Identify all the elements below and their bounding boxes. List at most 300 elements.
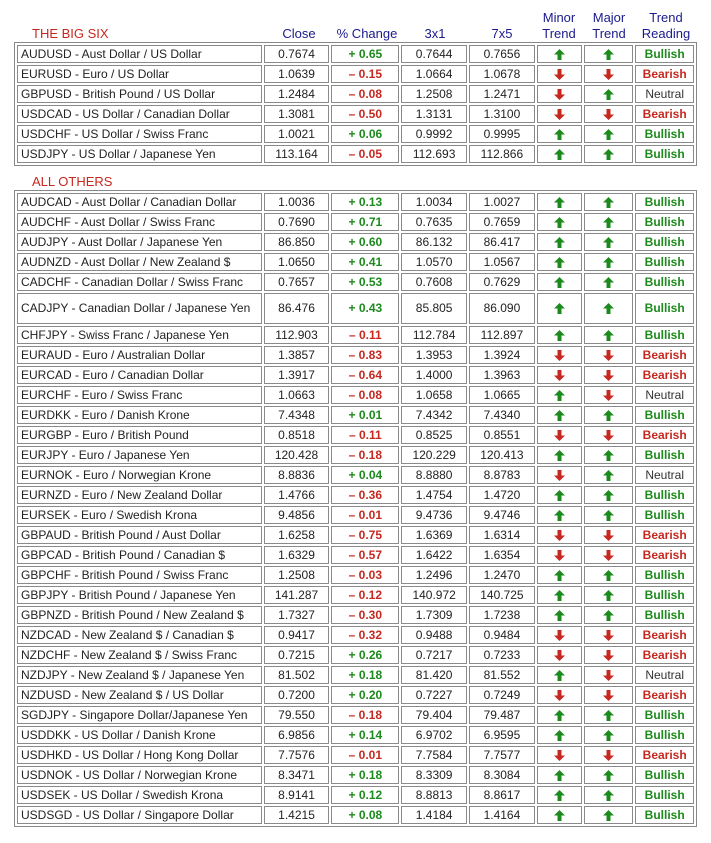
major-trend-cell bbox=[584, 233, 633, 251]
7x5-value: 0.9995 bbox=[469, 125, 535, 143]
table-row[interactable] bbox=[17, 746, 694, 764]
minor-trend-cell bbox=[537, 786, 582, 804]
table-row[interactable] bbox=[17, 646, 694, 664]
major-trend-cell bbox=[584, 366, 633, 384]
pair-name: EURAUD - Euro / Australian Dollar bbox=[17, 346, 262, 364]
arrow-up-icon bbox=[603, 149, 614, 160]
pct-change-value: – 0.01 bbox=[331, 746, 399, 764]
7x5-value: 120.413 bbox=[469, 446, 535, 464]
major-trend-cell bbox=[584, 626, 633, 644]
3x1-value: 1.0034 bbox=[401, 193, 467, 211]
table-row[interactable] bbox=[17, 273, 694, 291]
major-trend-cell bbox=[584, 253, 633, 271]
3x1-value: 112.693 bbox=[401, 145, 467, 163]
pct-change-value: – 0.30 bbox=[331, 606, 399, 624]
trend-reading-value: Bearish bbox=[635, 626, 694, 644]
3x1-value: 0.7608 bbox=[401, 273, 467, 291]
7x5-value: 6.9595 bbox=[469, 726, 535, 744]
7x5-value: 7.7577 bbox=[469, 746, 535, 764]
close-value: 1.2484 bbox=[264, 85, 330, 103]
trend-reading-value: Bullish bbox=[635, 786, 694, 804]
table-row[interactable] bbox=[17, 426, 694, 444]
3x1-value: 81.420 bbox=[401, 666, 467, 684]
pct-change-value: – 0.18 bbox=[331, 706, 399, 724]
arrow-down-icon bbox=[554, 550, 565, 561]
major-trend-cell bbox=[584, 786, 633, 804]
pair-name: USDJPY - US Dollar / Japanese Yen bbox=[17, 145, 262, 163]
arrow-up-icon bbox=[603, 610, 614, 621]
3x1-value: 6.9702 bbox=[401, 726, 467, 744]
trend-reading-value: Bearish bbox=[635, 646, 694, 664]
close-value: 86.850 bbox=[264, 233, 330, 251]
trend-reading-value: Bullish bbox=[635, 486, 694, 504]
close-value: 1.0663 bbox=[264, 386, 330, 404]
7x5-value: 7.4340 bbox=[469, 406, 535, 424]
3x1-value: 1.4000 bbox=[401, 366, 467, 384]
arrow-down-icon bbox=[554, 690, 565, 701]
7x5-value: 1.6314 bbox=[469, 526, 535, 544]
major-trend-cell bbox=[584, 105, 633, 123]
pct-change-value: + 0.04 bbox=[331, 466, 399, 484]
7x5-value: 1.3924 bbox=[469, 346, 535, 364]
3x1-value: 0.7217 bbox=[401, 646, 467, 664]
3x1-header: 3x1 bbox=[424, 26, 446, 41]
table-row[interactable] bbox=[17, 486, 694, 504]
7x5-value: 1.2470 bbox=[469, 566, 535, 584]
major-trend-cell bbox=[584, 273, 633, 291]
table-row[interactable] bbox=[17, 145, 694, 163]
trend-reading-value: Bearish bbox=[635, 65, 694, 83]
pair-name: GBPUSD - British Pound / US Dollar bbox=[17, 85, 262, 103]
close-value: 1.0021 bbox=[264, 125, 330, 143]
3x1-value: 1.3953 bbox=[401, 346, 467, 364]
pct-change-header: % Change bbox=[336, 26, 398, 41]
pct-change-value: – 0.83 bbox=[331, 346, 399, 364]
trend-reading-value: Bullish bbox=[635, 253, 694, 271]
close-value: 1.4766 bbox=[264, 486, 330, 504]
major-trend-cell bbox=[584, 45, 633, 63]
close-value: 141.287 bbox=[264, 586, 330, 604]
trend-reading-value: Bullish bbox=[635, 293, 694, 324]
pct-change-value: + 0.18 bbox=[331, 666, 399, 684]
pair-name: EURDKK - Euro / Danish Krone bbox=[17, 406, 262, 424]
minor-trend-cell bbox=[537, 145, 582, 163]
minor-trend-cell bbox=[537, 666, 582, 684]
7x5-value: 8.8783 bbox=[469, 466, 535, 484]
trend-reading-value: Bearish bbox=[635, 426, 694, 444]
major-trend-cell bbox=[584, 466, 633, 484]
trend-reading-value: Bullish bbox=[635, 193, 694, 211]
arrow-down-icon bbox=[554, 370, 565, 381]
table-row[interactable] bbox=[17, 526, 694, 544]
arrow-up-icon bbox=[554, 570, 565, 581]
trend-reading-value: Bearish bbox=[635, 105, 694, 123]
pair-name: GBPJPY - British Pound / Japanese Yen bbox=[17, 586, 262, 604]
arrow-down-icon bbox=[554, 350, 565, 361]
minor-trend-cell bbox=[537, 125, 582, 143]
pair-name: USDCHF - US Dollar / Swiss Franc bbox=[17, 125, 262, 143]
minor-trend-cell bbox=[537, 85, 582, 103]
pair-name: SGDJPY - Singapore Dollar/Japanese Yen bbox=[17, 706, 262, 724]
trend-reading-value: Bearish bbox=[635, 346, 694, 364]
close-value: 1.2508 bbox=[264, 566, 330, 584]
table-row[interactable] bbox=[17, 566, 694, 584]
pair-name: EURJPY - Euro / Japanese Yen bbox=[17, 446, 262, 464]
table-row[interactable] bbox=[17, 253, 694, 271]
pair-name: CADJPY - Canadian Dollar / Japanese Yen bbox=[17, 293, 262, 324]
minor-trend-cell bbox=[537, 426, 582, 444]
arrow-down-icon bbox=[603, 670, 614, 681]
table-row[interactable] bbox=[17, 366, 694, 384]
arrow-up-icon bbox=[603, 303, 614, 314]
table-row[interactable] bbox=[17, 326, 694, 344]
arrow-up-icon bbox=[554, 129, 565, 140]
major-trend-cell bbox=[584, 486, 633, 504]
arrow-up-icon bbox=[603, 770, 614, 781]
arrow-up-icon bbox=[554, 49, 565, 60]
table-row[interactable] bbox=[17, 726, 694, 744]
arrow-up-icon bbox=[603, 790, 614, 801]
arrow-up-icon bbox=[603, 510, 614, 521]
3x1-value: 0.7227 bbox=[401, 686, 467, 704]
major-trend-cell bbox=[584, 746, 633, 764]
pct-change-value: – 0.01 bbox=[331, 506, 399, 524]
7x5-value: 8.3084 bbox=[469, 766, 535, 784]
pct-change-value: + 0.65 bbox=[331, 45, 399, 63]
pair-name: EURGBP - Euro / British Pound bbox=[17, 426, 262, 444]
trend-reading-value: Bullish bbox=[635, 125, 694, 143]
pair-name: USDSGD - US Dollar / Singapore Dollar bbox=[17, 806, 262, 824]
arrow-up-icon bbox=[554, 590, 565, 601]
3x1-value: 9.4736 bbox=[401, 506, 467, 524]
close-value: 1.0650 bbox=[264, 253, 330, 271]
table-row[interactable] bbox=[17, 105, 694, 123]
minor-trend-cell bbox=[537, 746, 582, 764]
pct-change-value: – 0.57 bbox=[331, 546, 399, 564]
arrow-down-icon bbox=[603, 650, 614, 661]
3x1-value: 120.229 bbox=[401, 446, 467, 464]
pct-change-value: – 0.15 bbox=[331, 65, 399, 83]
pair-name: EURSEK - Euro / Swedish Krona bbox=[17, 506, 262, 524]
close-value: 6.9856 bbox=[264, 726, 330, 744]
minor-trend-cell bbox=[537, 253, 582, 271]
pair-name: CHFJPY - Swiss Franc / Japanese Yen bbox=[17, 326, 262, 344]
minor-trend-cell bbox=[537, 293, 582, 324]
pair-name: GBPCAD - British Pound / Canadian $ bbox=[17, 546, 262, 564]
pair-name: EURNZD - Euro / New Zealand Dollar bbox=[17, 486, 262, 504]
pct-change-value: + 0.06 bbox=[331, 125, 399, 143]
arrow-down-icon bbox=[603, 370, 614, 381]
pct-change-value: + 0.41 bbox=[331, 253, 399, 271]
pair-name: GBPAUD - British Pound / Aust Dollar bbox=[17, 526, 262, 544]
arrow-down-icon bbox=[603, 690, 614, 701]
arrow-down-icon bbox=[603, 350, 614, 361]
pct-change-value: – 0.32 bbox=[331, 626, 399, 644]
pct-change-value: + 0.71 bbox=[331, 213, 399, 231]
3x1-value: 1.6422 bbox=[401, 546, 467, 564]
close-value: 113.164 bbox=[264, 145, 330, 163]
7x5-value: 9.4746 bbox=[469, 506, 535, 524]
7x5-value: 140.725 bbox=[469, 586, 535, 604]
minor-trend-cell bbox=[537, 273, 582, 291]
7x5-value: 1.6354 bbox=[469, 546, 535, 564]
pct-change-value: – 0.18 bbox=[331, 446, 399, 464]
table-row[interactable] bbox=[17, 446, 694, 464]
pct-change-value: + 0.13 bbox=[331, 193, 399, 211]
arrow-down-icon bbox=[603, 109, 614, 120]
pct-change-value: – 0.08 bbox=[331, 85, 399, 103]
table-row[interactable] bbox=[17, 293, 694, 324]
arrow-down-icon bbox=[603, 530, 614, 541]
major-trend-cell bbox=[584, 546, 633, 564]
pair-name: USDCAD - US Dollar / Canadian Dollar bbox=[17, 105, 262, 123]
trend-reading-value: Bearish bbox=[635, 546, 694, 564]
trend-reading-value: Bullish bbox=[635, 406, 694, 424]
close-value: 1.3917 bbox=[264, 366, 330, 384]
pct-change-value: – 0.64 bbox=[331, 366, 399, 384]
minor-trend-cell bbox=[537, 105, 582, 123]
close-value: 7.7576 bbox=[264, 746, 330, 764]
trend-reading-header bbox=[636, 10, 696, 42]
arrow-up-icon bbox=[603, 410, 614, 421]
pair-name: USDHKD - US Dollar / Hong Kong Dollar bbox=[17, 746, 262, 764]
table-row[interactable] bbox=[17, 766, 694, 784]
pct-change-value: + 0.14 bbox=[331, 726, 399, 744]
arrow-down-icon bbox=[603, 430, 614, 441]
table-row[interactable] bbox=[17, 626, 694, 644]
minor-trend-cell bbox=[537, 546, 582, 564]
pct-change-value: + 0.08 bbox=[331, 806, 399, 824]
trend-reading-value: Bearish bbox=[635, 366, 694, 384]
arrow-up-icon bbox=[554, 710, 565, 721]
table-row[interactable] bbox=[17, 213, 694, 231]
minor-trend-cell bbox=[537, 65, 582, 83]
7x5-value: 81.552 bbox=[469, 666, 535, 684]
close-value: 1.0639 bbox=[264, 65, 330, 83]
table-row[interactable] bbox=[17, 706, 694, 724]
close-value: 1.6329 bbox=[264, 546, 330, 564]
table-row[interactable] bbox=[17, 346, 694, 364]
pair-name: EURCHF - Euro / Swiss Franc bbox=[17, 386, 262, 404]
pct-change-value: – 0.11 bbox=[331, 426, 399, 444]
arrow-up-icon bbox=[554, 670, 565, 681]
close-value: 7.4348 bbox=[264, 406, 330, 424]
7x5-value: 1.0567 bbox=[469, 253, 535, 271]
arrow-down-icon bbox=[603, 750, 614, 761]
arrow-down-icon bbox=[554, 69, 565, 80]
3x1-value: 0.7644 bbox=[401, 45, 467, 63]
pair-name: AUDCAD - Aust Dollar / Canadian Dollar bbox=[17, 193, 262, 211]
7x5-value: 0.7629 bbox=[469, 273, 535, 291]
table-row[interactable] bbox=[17, 85, 694, 103]
big-six-table bbox=[14, 42, 697, 166]
minor-trend-cell bbox=[537, 566, 582, 584]
arrow-down-icon bbox=[554, 630, 565, 641]
arrow-up-icon bbox=[603, 49, 614, 60]
table-row[interactable] bbox=[17, 386, 694, 404]
major-trend-header bbox=[584, 10, 634, 42]
arrow-up-icon bbox=[554, 197, 565, 208]
close-value: 120.428 bbox=[264, 446, 330, 464]
arrow-down-icon bbox=[554, 89, 565, 100]
7x5-value: 0.7249 bbox=[469, 686, 535, 704]
close-value: 79.550 bbox=[264, 706, 330, 724]
minor-trend-cell bbox=[537, 766, 582, 784]
pair-name: USDSEK - US Dollar / Swedish Krona bbox=[17, 786, 262, 804]
table-row[interactable] bbox=[17, 45, 694, 63]
trend-reading-value: Bullish bbox=[635, 506, 694, 524]
major-trend-header-line1: Major bbox=[592, 10, 626, 25]
table-row[interactable] bbox=[17, 125, 694, 143]
pair-name: USDNOK - US Dollar / Norwegian Krone bbox=[17, 766, 262, 784]
major-trend-cell bbox=[584, 766, 633, 784]
major-trend-cell bbox=[584, 666, 633, 684]
pair-name: AUDUSD - Aust Dollar / US Dollar bbox=[17, 45, 262, 63]
7x5-value: 1.4720 bbox=[469, 486, 535, 504]
3x1-value: 0.7635 bbox=[401, 213, 467, 231]
major-trend-cell bbox=[584, 646, 633, 664]
minor-trend-cell bbox=[537, 45, 582, 63]
arrow-up-icon bbox=[554, 149, 565, 160]
arrow-up-icon bbox=[603, 490, 614, 501]
major-trend-cell bbox=[584, 65, 633, 83]
big-six-title: THE BIG SIX bbox=[32, 26, 109, 41]
minor-trend-cell bbox=[537, 346, 582, 364]
arrow-up-icon bbox=[603, 277, 614, 288]
major-trend-cell bbox=[584, 293, 633, 324]
trend-reading-value: Bullish bbox=[635, 233, 694, 251]
pct-change-value: + 0.01 bbox=[331, 406, 399, 424]
close-value: 0.9417 bbox=[264, 626, 330, 644]
major-trend-cell bbox=[584, 213, 633, 231]
3x1-value: 140.972 bbox=[401, 586, 467, 604]
table-row[interactable] bbox=[17, 466, 694, 484]
arrow-down-icon bbox=[554, 750, 565, 761]
table-row[interactable] bbox=[17, 65, 694, 83]
trend-reading-value: Bullish bbox=[635, 726, 694, 744]
3x1-value: 79.404 bbox=[401, 706, 467, 724]
arrow-up-icon bbox=[554, 390, 565, 401]
table-row[interactable] bbox=[17, 506, 694, 524]
pct-change-value: – 0.12 bbox=[331, 586, 399, 604]
table-row[interactable] bbox=[17, 666, 694, 684]
minor-trend-cell bbox=[537, 366, 582, 384]
7x5-header: 7x5 bbox=[491, 26, 513, 41]
minor-trend-cell bbox=[537, 446, 582, 464]
table-row[interactable] bbox=[17, 806, 694, 824]
arrow-up-icon bbox=[603, 257, 614, 268]
pair-name: GBPCHF - British Pound / Swiss Franc bbox=[17, 566, 262, 584]
arrow-down-icon bbox=[603, 630, 614, 641]
3x1-value: 8.8880 bbox=[401, 466, 467, 484]
7x5-value: 0.7659 bbox=[469, 213, 535, 231]
minor-trend-header bbox=[536, 10, 582, 42]
7x5-value: 0.8551 bbox=[469, 426, 535, 444]
trend-reading-value: Bullish bbox=[635, 566, 694, 584]
major-trend-cell bbox=[584, 566, 633, 584]
arrow-down-icon bbox=[603, 550, 614, 561]
3x1-value: 0.8525 bbox=[401, 426, 467, 444]
table-row[interactable] bbox=[17, 606, 694, 624]
arrow-up-icon bbox=[603, 237, 614, 248]
minor-trend-cell bbox=[537, 806, 582, 824]
major-trend-cell bbox=[584, 406, 633, 424]
table-row[interactable] bbox=[17, 193, 694, 211]
7x5-value: 79.487 bbox=[469, 706, 535, 724]
major-trend-cell bbox=[584, 326, 633, 344]
minor-trend-header-line2: Trend bbox=[542, 26, 576, 41]
3x1-value: 1.3131 bbox=[401, 105, 467, 123]
trend-reading-value: Bearish bbox=[635, 526, 694, 544]
major-trend-cell bbox=[584, 346, 633, 364]
7x5-value: 1.0678 bbox=[469, 65, 535, 83]
trend-reading-value: Bullish bbox=[635, 326, 694, 344]
arrow-up-icon bbox=[554, 510, 565, 521]
7x5-value: 1.3963 bbox=[469, 366, 535, 384]
arrow-up-icon bbox=[603, 330, 614, 341]
7x5-value: 0.7233 bbox=[469, 646, 535, 664]
minor-trend-cell bbox=[537, 606, 582, 624]
7x5-value: 1.2471 bbox=[469, 85, 535, 103]
arrow-down-icon bbox=[554, 109, 565, 120]
table-row[interactable] bbox=[17, 406, 694, 424]
3x1-value: 86.132 bbox=[401, 233, 467, 251]
7x5-value: 1.0665 bbox=[469, 386, 535, 404]
trend-reading-value: Neutral bbox=[635, 666, 694, 684]
major-trend-cell bbox=[584, 686, 633, 704]
3x1-value: 7.7584 bbox=[401, 746, 467, 764]
trend-reading-value: Bullish bbox=[635, 213, 694, 231]
minor-trend-cell bbox=[537, 706, 582, 724]
arrow-down-icon bbox=[554, 470, 565, 481]
close-value: 1.4215 bbox=[264, 806, 330, 824]
pct-change-value: – 0.08 bbox=[331, 386, 399, 404]
pair-name: NZDUSD - New Zealand $ / US Dollar bbox=[17, 686, 262, 704]
close-value: 0.7674 bbox=[264, 45, 330, 63]
3x1-value: 8.8813 bbox=[401, 786, 467, 804]
arrow-up-icon bbox=[554, 330, 565, 341]
pair-name: NZDCAD - New Zealand $ / Canadian $ bbox=[17, 626, 262, 644]
table-row[interactable] bbox=[17, 686, 694, 704]
trend-reading-value: Bullish bbox=[635, 586, 694, 604]
3x1-value: 1.7309 bbox=[401, 606, 467, 624]
pair-name: EURUSD - Euro / US Dollar bbox=[17, 65, 262, 83]
major-trend-cell bbox=[584, 193, 633, 211]
arrow-up-icon bbox=[603, 810, 614, 821]
close-value: 0.7657 bbox=[264, 273, 330, 291]
pair-name: CADCHF - Canadian Dollar / Swiss Franc bbox=[17, 273, 262, 291]
minor-trend-cell bbox=[537, 466, 582, 484]
column-header-row bbox=[14, 0, 697, 42]
pair-name: NZDCHF - New Zealand $ / Swiss Franc bbox=[17, 646, 262, 664]
table-row[interactable] bbox=[17, 586, 694, 604]
pct-change-value: + 0.26 bbox=[331, 646, 399, 664]
close-value: 81.502 bbox=[264, 666, 330, 684]
trend-reading-value: Neutral bbox=[635, 386, 694, 404]
major-trend-cell bbox=[584, 526, 633, 544]
3x1-value: 0.9992 bbox=[401, 125, 467, 143]
table-row[interactable] bbox=[17, 233, 694, 251]
major-trend-cell bbox=[584, 125, 633, 143]
7x5-value: 0.9484 bbox=[469, 626, 535, 644]
pct-change-value: + 0.53 bbox=[331, 273, 399, 291]
table-row[interactable] bbox=[17, 546, 694, 564]
table-row[interactable] bbox=[17, 786, 694, 804]
pair-name: NZDJPY - New Zealand $ / Japanese Yen bbox=[17, 666, 262, 684]
minor-trend-cell bbox=[537, 326, 582, 344]
close-value: 0.7200 bbox=[264, 686, 330, 704]
3x1-value: 112.784 bbox=[401, 326, 467, 344]
